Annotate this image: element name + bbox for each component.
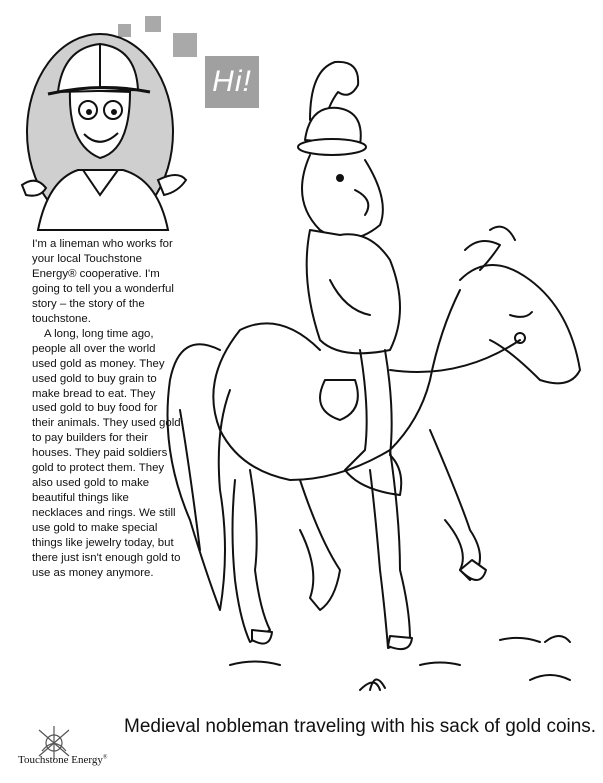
touchstone-energy-logo-icon [14,718,124,778]
caption: Medieval nobleman traveling with his sack of gold coins. [124,716,597,737]
greeting-text: Hi! [212,65,252,98]
intro-paragraph-1: I'm a lineman who works for your local Touchstone Energy® cooperative. I'm going to tell you a wonderful story – the story of the touchstone. [32,238,174,325]
intro-paragraph-2: A long, long time ago, people all over the world used gold as money. They used gold to buy grain to make bread to eat. They used gold to buy food for their animals. They used gold to pay builders for their houses. They paid soldiers gold to protect them. They also used gold to make beautiful things like necklaces and rings. We still use gold to make special things like jewelry today, but there just isn't enough gold to use as money anymore. [32,327,181,579]
logo-mark: ® [102,754,108,761]
knight-on-horse-illustration [160,50,600,710]
logo-name-text: Touchstone Energy [18,754,103,766]
logo-name [18,754,107,766]
